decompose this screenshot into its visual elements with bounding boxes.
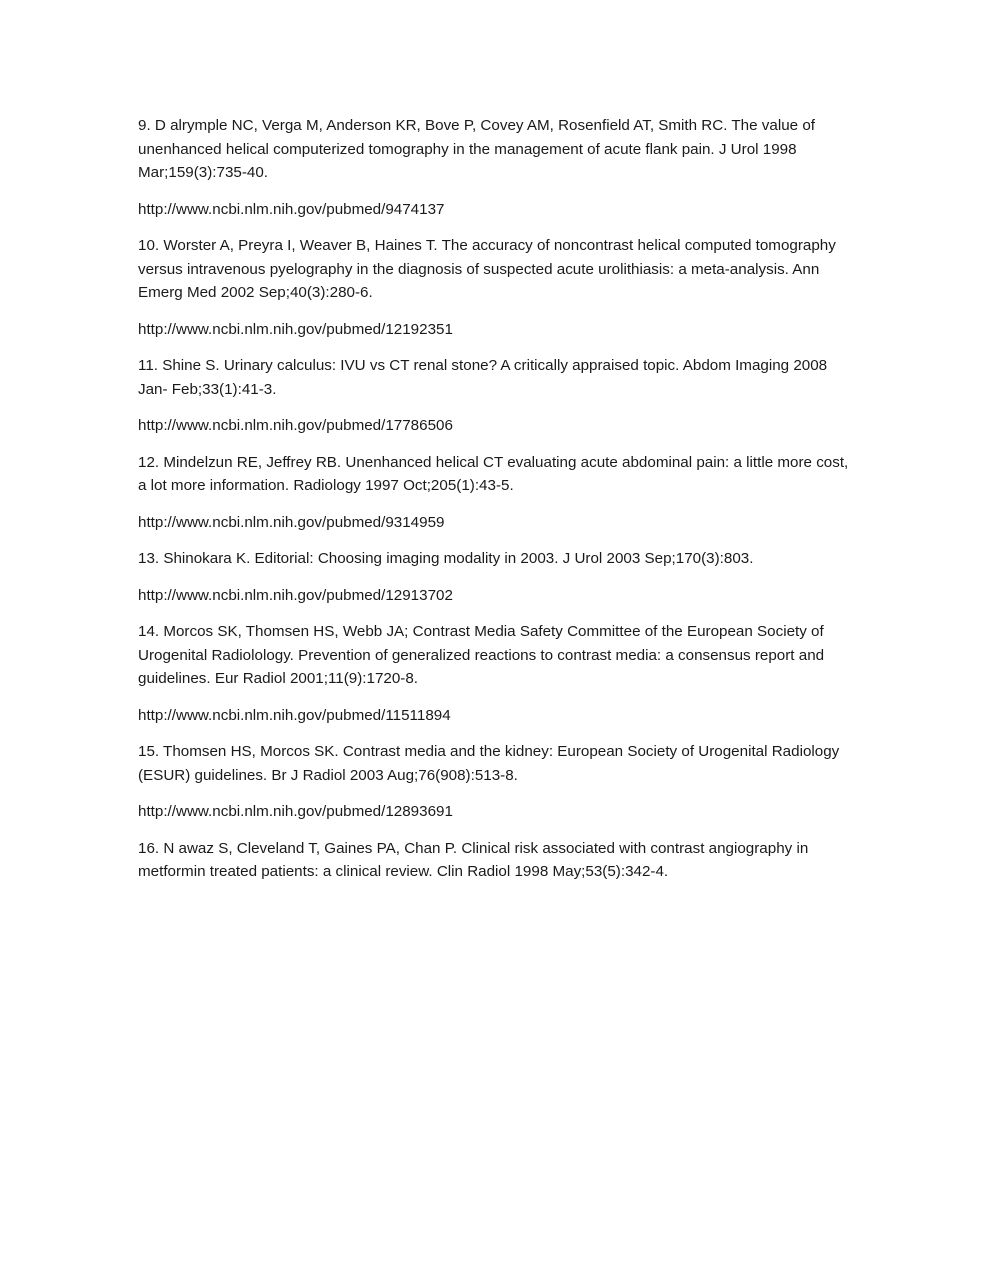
reference-15: 15. Thomsen HS, Morcos SK. Contrast media and the kidney: European Society of Urogenital Radiology (ESUR) guidelines. Br J Radiol 2003 Aug;76(908):513-8. — [138, 743, 840, 784]
reference-9: 9. D alrymple NC, Verga M, Anderson KR, Bove P, Covey AM, Rosenfield AT, Smith RC. The value of unenhanced helical computerized tomography in the management of acute flank pain. J Urol 1998 Mar;159(3):735-40. — [138, 117, 815, 181]
reference-12-url: http://www.ncbi.nlm.nih.gov/pubmed/9314959 — [138, 513, 445, 531]
reference-16: 16. N awaz S, Cleveland T, Gaines PA, Chan P. Clinical risk associated with contrast angiography in metformin treated patients: a clinical review. Clin Radiol 1998 May;53(5):342-4. — [138, 839, 809, 880]
reference-9-url: http://www.ncbi.nlm.nih.gov/pubmed/9474137 — [138, 200, 445, 218]
reference-list — [138, 114, 858, 897]
reference-13-url: http://www.ncbi.nlm.nih.gov/pubmed/12913702 — [138, 586, 453, 604]
reference-10-url: http://www.ncbi.nlm.nih.gov/pubmed/12192351 — [138, 320, 453, 338]
reference-10: 10. Worster A, Preyra I, Weaver B, Haines T. The accuracy of noncontrast helical computed tomography versus intravenous pyelography in the diagnosis of suspected acute urolithiasis: a meta-analysis. Ann Emerg Med 2002 Sep;40(3):280-6. — [138, 237, 836, 301]
reference-14: 14. Morcos SK, Thomsen HS, Webb JA; Contrast Media Safety Committee of the European Society of Urogenital Radiolology. Prevention of generalized reactions to contrast media: a consensus report and guidelines. Eur Radiol 2001;11(9):1720-8. — [138, 623, 825, 687]
reference-11: 11. Shine S. Urinary calculus: IVU vs CT renal stone? A critically appraised topic. Abdom Imaging 2008 Jan- Feb;33(1):41-3. — [138, 357, 828, 398]
reference-13: 13. Shinokara K. Editorial: Choosing imaging modality in 2003. J Urol 2003 Sep;170(3):803. — [138, 550, 754, 567]
reference-15-url: http://www.ncbi.nlm.nih.gov/pubmed/12893691 — [138, 803, 453, 820]
reference-11-url: http://www.ncbi.nlm.nih.gov/pubmed/17786506 — [138, 417, 453, 434]
reference-12: 12. Mindelzun RE, Jeffrey RB. Unenhanced helical CT evaluating acute abdominal pain: a little more cost, a lot more information. Radiology 1997 Oct;205(1):43-5. — [138, 453, 849, 494]
reference-14-url: http://www.ncbi.nlm.nih.gov/pubmed/11511894 — [138, 706, 451, 724]
